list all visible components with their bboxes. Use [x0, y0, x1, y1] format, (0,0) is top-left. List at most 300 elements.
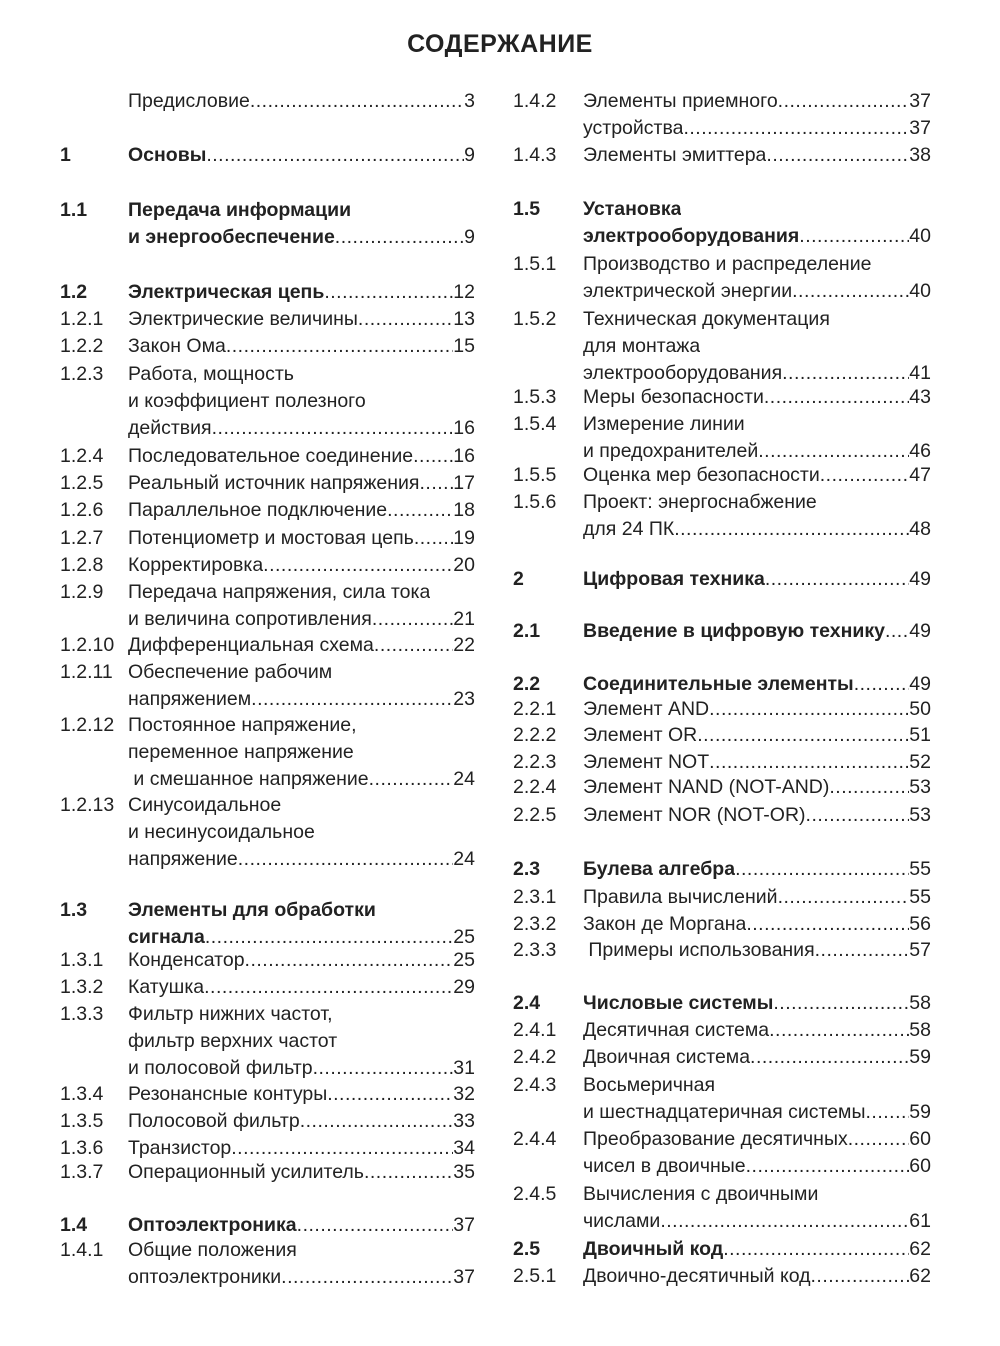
toc-entry-number: 1.3.2 [60, 976, 104, 998]
toc-entry-number: 1.3.5 [60, 1110, 104, 1132]
toc-entry-title: Передача информации [128, 199, 352, 221]
toc-leader-dots [735, 856, 909, 883]
toc-entry[interactable] [60, 88, 475, 115]
toc-entry-title: и смешанное напряжение [128, 768, 369, 790]
toc-entry-line [60, 579, 475, 606]
toc-leader-dots [206, 142, 464, 169]
toc-entry-line [513, 722, 931, 749]
toc-leader-dots [885, 618, 909, 645]
toc-entry-line [513, 1181, 931, 1208]
toc-entry-title: Вычисления с двоичными [583, 1183, 819, 1205]
toc-entry-line [513, 696, 931, 723]
toc-entry[interactable] [60, 1135, 475, 1162]
toc-entry[interactable] [513, 1181, 931, 1235]
toc-page-number: 3 [464, 90, 475, 112]
toc-entry-line [513, 1208, 931, 1235]
toc-entry-number: 1.1 [60, 199, 88, 221]
toc-page-number: 60 [909, 1155, 931, 1177]
toc-entry-number: 2.4 [513, 992, 541, 1014]
toc-entry-number: 1.3.4 [60, 1083, 104, 1105]
toc-entry-title: Двоично-десятичный код [583, 1265, 811, 1287]
toc-entry-line [60, 1055, 475, 1082]
toc-leader-dots [683, 115, 909, 142]
toc-entry-title: электрической энергии [583, 280, 793, 302]
toc-entry[interactable] [513, 462, 931, 489]
toc-leader-dots [750, 1044, 909, 1071]
toc-entry-number: 2.1 [513, 620, 541, 642]
toc-page-number: 25 [453, 926, 475, 948]
toc-entry-title: Синусоидальное [128, 794, 282, 816]
toc-entry-number: 2.5 [513, 1238, 541, 1260]
toc-leader-dots [251, 686, 453, 713]
toc-entry[interactable] [60, 333, 475, 360]
toc-entry-line [513, 489, 931, 516]
toc-entry-line [60, 333, 475, 360]
toc-entry-number: 1.2.10 [60, 634, 115, 656]
toc-entry-number: 2.3.2 [513, 913, 557, 935]
toc-page-number: 41 [909, 362, 931, 384]
toc-leader-dots [238, 846, 454, 873]
toc-entry-title: Электрические величины [128, 308, 358, 330]
toc-entry-title: Последовательное соединение [128, 445, 414, 467]
toc-entry-title: Электрическая цепь [128, 281, 325, 303]
toc-entry-number: 2.2 [513, 673, 541, 695]
toc-entry-title: Элемент OR [583, 724, 698, 746]
toc-entry[interactable] [60, 579, 475, 633]
toc-entry-title: Элементы для обработки [128, 899, 376, 921]
toc-entry-title: Конденсатор [128, 949, 245, 971]
toc-entry-title: Установка [583, 198, 682, 220]
toc-page-number: 9 [464, 144, 475, 166]
toc-entry-number: 2.4.4 [513, 1128, 557, 1150]
toc-entry-title: Измерение линии [583, 413, 745, 435]
toc-leader-dots [782, 360, 909, 387]
toc-leader-dots [778, 884, 910, 911]
toc-leader-dots [806, 802, 910, 829]
toc-entry-title: Элемент NAND (NOT-AND) [583, 776, 830, 798]
toc-entry-title: Элемент AND [583, 698, 710, 720]
toc-entry-title: Меры безопасности [583, 386, 764, 408]
toc-page-number: 62 [909, 1238, 931, 1260]
toc-entry[interactable] [513, 937, 931, 964]
toc-entry-line [513, 1017, 931, 1044]
toc-entry[interactable] [513, 384, 931, 411]
toc-entry-line [513, 911, 931, 938]
toc-entry-title: для монтажа [583, 335, 701, 357]
toc-leader-dots [263, 552, 453, 579]
toc-entry-number: 1.2.3 [60, 363, 104, 385]
toc-entry-title: Примеры использования [583, 939, 815, 961]
toc-entry[interactable] [513, 618, 931, 645]
toc-page-number: 61 [909, 1210, 931, 1232]
toc-page-number: 37 [453, 1266, 475, 1288]
toc-entry[interactable] [513, 566, 931, 593]
toc-entry[interactable] [60, 1159, 475, 1186]
toc-entry-line [60, 766, 475, 793]
toc-leader-dots [414, 525, 453, 552]
toc-page-number: 55 [909, 858, 931, 880]
toc-entry-number: 1.5.5 [513, 464, 557, 486]
toc-entry[interactable] [513, 774, 931, 801]
toc-entry-title: Потенциометр и мостовая цепь [128, 527, 414, 549]
toc-entry-title: Правила вычислений [583, 886, 778, 908]
toc-entry-line [60, 712, 475, 739]
toc-entry-title: и шестнадцатеричная системы [583, 1101, 866, 1123]
toc-page-number: 23 [453, 688, 475, 710]
toc-page-number: 34 [453, 1137, 475, 1159]
toc-leader-dots [387, 497, 453, 524]
toc-entry-line [513, 88, 931, 115]
toc-entry-line [513, 438, 931, 465]
toc-entry[interactable] [60, 1081, 475, 1108]
toc-entry-title: Производство и распределение [583, 253, 872, 275]
toc-entry-title: Числовые системы [583, 992, 774, 1014]
toc-entry-line [513, 1099, 931, 1126]
toc-leader-dots [811, 1263, 910, 1290]
toc-page-number: 52 [909, 751, 931, 773]
toc-entry-title: числами [583, 1210, 661, 1232]
toc-entry-title: Элемент NOR (NOT-OR) [583, 804, 806, 826]
toc-entry-title: действия [128, 417, 212, 439]
toc-entry[interactable] [513, 306, 931, 387]
toc-page-number: 37 [909, 117, 931, 139]
toc-entry-line [513, 411, 931, 438]
toc-page-number: 47 [909, 464, 931, 486]
toc-leader-dots [848, 1126, 910, 1153]
toc-entry-line [60, 792, 475, 819]
toc-entry-number: 1.5.4 [513, 413, 557, 435]
toc-page-number: 13 [453, 308, 475, 330]
toc-entry-number: 1.2.7 [60, 527, 104, 549]
toc-leader-dots [250, 88, 464, 115]
toc-entry[interactable] [60, 525, 475, 552]
toc-page-number: 56 [909, 913, 931, 935]
toc-entry[interactable] [513, 911, 931, 938]
toc-entry-number: 2.2.3 [513, 751, 557, 773]
toc-entry-title: и предохранителей [583, 440, 759, 462]
toc-page-number: 15 [453, 335, 475, 357]
toc-entry-title: Введение в цифровую технику [583, 620, 885, 642]
toc-entry[interactable] [513, 722, 931, 749]
toc-page-number: 38 [909, 144, 931, 166]
toc-entry[interactable] [513, 749, 931, 776]
toc-page-number: 59 [909, 1101, 931, 1123]
toc-entry-title: и энергообеспечение [128, 226, 335, 248]
toc-entry-line [513, 278, 931, 305]
toc-entry-title: Закон Ома [128, 335, 226, 357]
toc-page-number: 32 [453, 1083, 475, 1105]
toc-entry-title: Постоянное напряжение, [128, 714, 357, 736]
toc-entry-title: напряжение [128, 848, 238, 870]
toc-page-number: 24 [453, 848, 475, 870]
toc-entry-line [60, 1001, 475, 1028]
toc-leader-dots [674, 516, 909, 543]
toc-entry[interactable] [513, 1263, 931, 1290]
toc-entry-number: 1.2.9 [60, 581, 104, 603]
toc-entry-title: Восьмеричная [583, 1074, 716, 1096]
toc-entry[interactable] [60, 279, 475, 306]
toc-entry-number: 2.4.3 [513, 1074, 557, 1096]
toc-leader-dots [374, 632, 453, 659]
toc-entry-title: и коэффициент полезного [128, 390, 366, 412]
toc-entry-title: Оптоэлектроника [128, 1214, 297, 1236]
toc-entry-number: 1.2.4 [60, 445, 104, 467]
toc-entry[interactable] [513, 251, 931, 305]
toc-entry-number: 1.3.7 [60, 1161, 104, 1183]
toc-page-number: 35 [453, 1161, 475, 1183]
toc-leader-dots [300, 1108, 454, 1135]
toc-entry-title: Соединительные элементы [583, 673, 854, 695]
toc-entry-line [513, 1044, 931, 1071]
toc-entry[interactable] [60, 552, 475, 579]
toc-entry[interactable] [60, 947, 475, 974]
toc-entry-number: 1.5.6 [513, 491, 557, 513]
toc-page-number: 9 [464, 226, 475, 248]
toc-page-number: 49 [909, 620, 931, 642]
toc-entry-number: 1.2.1 [60, 308, 104, 330]
toc-entry-title: Транзистор [128, 1137, 232, 1159]
toc-entry-line [60, 1135, 475, 1162]
toc-entry-title: напряжением [128, 688, 252, 710]
toc-page-number: 53 [909, 804, 931, 826]
toc-page-number: 20 [453, 554, 475, 576]
toc-entry[interactable] [513, 1017, 931, 1044]
toc-leader-dots [815, 937, 910, 964]
toc-entry[interactable] [513, 696, 931, 723]
toc-entry-title: Техническая документация [583, 308, 830, 330]
toc-leader-dots [419, 470, 453, 497]
toc-leader-dots [799, 223, 909, 250]
toc-entry-title: Общие положения [128, 1239, 297, 1261]
toc-entry-title: сигнала [128, 926, 205, 948]
toc-entry-line [513, 251, 931, 278]
toc-entry-title: Оценка мер безопасности [583, 464, 820, 486]
toc-page-number: 12 [453, 281, 475, 303]
toc-page-number: 18 [453, 499, 475, 521]
toc-entry-number: 2.4.2 [513, 1046, 557, 1068]
toc-entry[interactable] [60, 1108, 475, 1135]
toc-entry-number: 2.2.2 [513, 724, 557, 746]
toc-entry-title: Элементы эмиттера [583, 144, 767, 166]
toc-page-number: 40 [909, 225, 931, 247]
toc-entry[interactable] [60, 1001, 475, 1082]
toc-entry-line [60, 686, 475, 713]
toc-leader-dots [212, 415, 454, 442]
toc-entry[interactable] [513, 1126, 931, 1180]
toc-entry-line [513, 196, 931, 223]
toc-leader-dots [865, 1099, 909, 1126]
toc-entry[interactable] [60, 197, 475, 251]
toc-entry-title: Элементы приемного [583, 90, 778, 112]
toc-page-number: 24 [453, 768, 475, 790]
toc-entry-number: 1.3.3 [60, 1003, 104, 1025]
toc-entry-title: Работа, мощность [128, 363, 294, 385]
toc-entry-line [60, 197, 475, 224]
toc-leader-dots [204, 974, 453, 1001]
toc-entry-line [60, 279, 475, 306]
toc-page-number: 58 [909, 1019, 931, 1041]
toc-entry[interactable] [513, 489, 931, 543]
toc-entry-title: Параллельное подключение [128, 499, 388, 521]
toc-entry-line [513, 306, 931, 333]
toc-entry-line [60, 470, 475, 497]
toc-entry-number: 1.4.1 [60, 1239, 104, 1261]
toc-leader-dots [709, 749, 909, 776]
toc-entry-title: Элемент NOT [583, 751, 710, 773]
toc-page-number: 49 [909, 568, 931, 590]
toc-entry-line [513, 937, 931, 964]
toc-entry-line [513, 1236, 931, 1263]
toc-page-number: 16 [453, 417, 475, 439]
toc-entry-line [60, 525, 475, 552]
toc-entry[interactable] [513, 88, 931, 142]
toc-leader-dots [778, 88, 910, 115]
toc-entry-line [513, 1153, 931, 1180]
toc-entry-line [513, 990, 931, 1017]
toc-leader-dots [313, 1055, 454, 1082]
toc-leader-dots [231, 1135, 453, 1162]
toc-entry[interactable] [513, 411, 931, 465]
toc-entry-number: 1.2.5 [60, 472, 104, 494]
toc-entry[interactable] [60, 1237, 475, 1291]
toc-entry-number: 2.3.3 [513, 939, 557, 961]
toc-entry-number: 1.4.2 [513, 90, 557, 112]
toc-entry-title: Основы [128, 144, 207, 166]
toc-entry-title: Дифференциальная схема [128, 634, 374, 656]
toc-leader-dots [660, 1208, 909, 1235]
toc-entry-title: Реальный источник напряжения [128, 472, 420, 494]
toc-entry-title: Десятичная система [583, 1019, 770, 1041]
toc-entry-title: и несинусоидальное [128, 821, 315, 843]
toc-entry[interactable] [60, 142, 475, 169]
toc-page-number: 16 [453, 445, 475, 467]
toc-entry-line [513, 1072, 931, 1099]
toc-entry-line [60, 947, 475, 974]
toc-entry-number: 1.3.1 [60, 949, 104, 971]
toc-entry-number: 1.4 [60, 1214, 88, 1236]
toc-entry[interactable] [60, 632, 475, 659]
toc-entry-line [513, 142, 931, 169]
toc-entry-line [60, 1159, 475, 1186]
toc-entry-line [513, 618, 931, 645]
toc-page-number: 17 [453, 472, 475, 494]
toc-leader-dots [324, 279, 453, 306]
toc-leader-dots [245, 947, 454, 974]
toc-entry-number: 1.4.3 [513, 144, 557, 166]
toc-entry-line [513, 749, 931, 776]
toc-leader-dots [281, 1264, 453, 1291]
toc-entry[interactable] [513, 884, 931, 911]
toc-entry[interactable] [60, 1212, 475, 1239]
toc-leader-dots [820, 462, 910, 489]
toc-entry-number: 2.3 [513, 858, 541, 880]
toc-entry[interactable] [513, 802, 931, 829]
toc-entry-number: 2.5.1 [513, 1265, 557, 1287]
toc-entry-line [513, 802, 931, 829]
toc-entry-number: 2.2.1 [513, 698, 557, 720]
toc-entry-title: Проект: энергоснабжение [583, 491, 817, 513]
toc-entry[interactable] [513, 1072, 931, 1126]
toc-entry[interactable] [60, 712, 475, 793]
toc-leader-dots [723, 1236, 909, 1263]
toc-entry[interactable] [60, 974, 475, 1001]
toc-entry-title: Фильтр нижних частот, [128, 1003, 333, 1025]
toc-entry-line [60, 974, 475, 1001]
toc-entry-number: 1.3.6 [60, 1137, 104, 1159]
toc-entry-number: 1.5.1 [513, 253, 557, 275]
toc-entry[interactable] [60, 470, 475, 497]
toc-entry-title: Булева алгебра [583, 858, 736, 880]
toc-entry-line [60, 497, 475, 524]
toc-entry-title: Преобразование десятичных [583, 1128, 848, 1150]
toc-entry-title: и полосовой фильтр [128, 1057, 313, 1079]
toc-entry-title: Резонансные контуры [128, 1083, 328, 1105]
toc-entry-title: переменное напряжение [128, 741, 354, 763]
toc-entry[interactable] [60, 361, 475, 442]
toc-entry-number: 2.3.1 [513, 886, 557, 908]
toc-entry-line [60, 306, 475, 333]
toc-page-number: 22 [453, 634, 475, 656]
toc-entry-line [513, 384, 931, 411]
toc-entry-number: 1.2.13 [60, 794, 115, 816]
toc-entry[interactable] [60, 792, 475, 873]
toc-page-number: 19 [453, 527, 475, 549]
toc-entry-line [60, 632, 475, 659]
toc-entry-line [60, 606, 475, 633]
toc-leader-dots [769, 1017, 909, 1044]
toc-entry-line [513, 462, 931, 489]
toc-leader-dots [327, 1081, 453, 1108]
toc-entry-number: 2 [513, 568, 524, 590]
toc-entry-line [60, 1081, 475, 1108]
toc-entry[interactable] [60, 497, 475, 524]
toc-entry[interactable] [60, 897, 475, 951]
toc-leader-dots [766, 142, 909, 169]
toc-entry[interactable] [513, 196, 931, 250]
toc-page-number: 29 [453, 976, 475, 998]
toc-entry-line [513, 1126, 931, 1153]
toc-leader-dots [413, 443, 453, 470]
toc-entry-title: устройства [583, 117, 684, 139]
toc-leader-dots [765, 566, 909, 593]
toc-page-number: 62 [909, 1265, 931, 1287]
toc-entry[interactable] [513, 142, 931, 169]
toc-entry[interactable] [60, 659, 475, 713]
toc-entry[interactable] [513, 856, 931, 883]
toc-entry[interactable] [513, 990, 931, 1017]
toc-entry[interactable] [513, 1044, 931, 1071]
toc-entry[interactable] [513, 671, 931, 698]
page-title: СОДЕРЖАНИЕ [407, 30, 593, 58]
toc-entry-line [60, 361, 475, 388]
toc-entry-line [513, 115, 931, 142]
toc-leader-dots [854, 671, 910, 698]
toc-entry[interactable] [60, 306, 475, 333]
toc-entry-number: 1.5 [513, 198, 541, 220]
toc-leader-dots [372, 606, 453, 633]
toc-entry-line [513, 884, 931, 911]
toc-entry-line [60, 897, 475, 924]
toc-entry-title: Операционный усилитель [128, 1161, 364, 1183]
toc-entry[interactable] [513, 1236, 931, 1263]
toc-entry-line [60, 552, 475, 579]
toc-page-number: 53 [909, 776, 931, 798]
toc-entry[interactable] [60, 443, 475, 470]
toc-entry-line [513, 856, 931, 883]
toc-leader-dots [709, 696, 909, 723]
toc-entry-line [513, 333, 931, 360]
toc-entry-line [60, 88, 475, 115]
